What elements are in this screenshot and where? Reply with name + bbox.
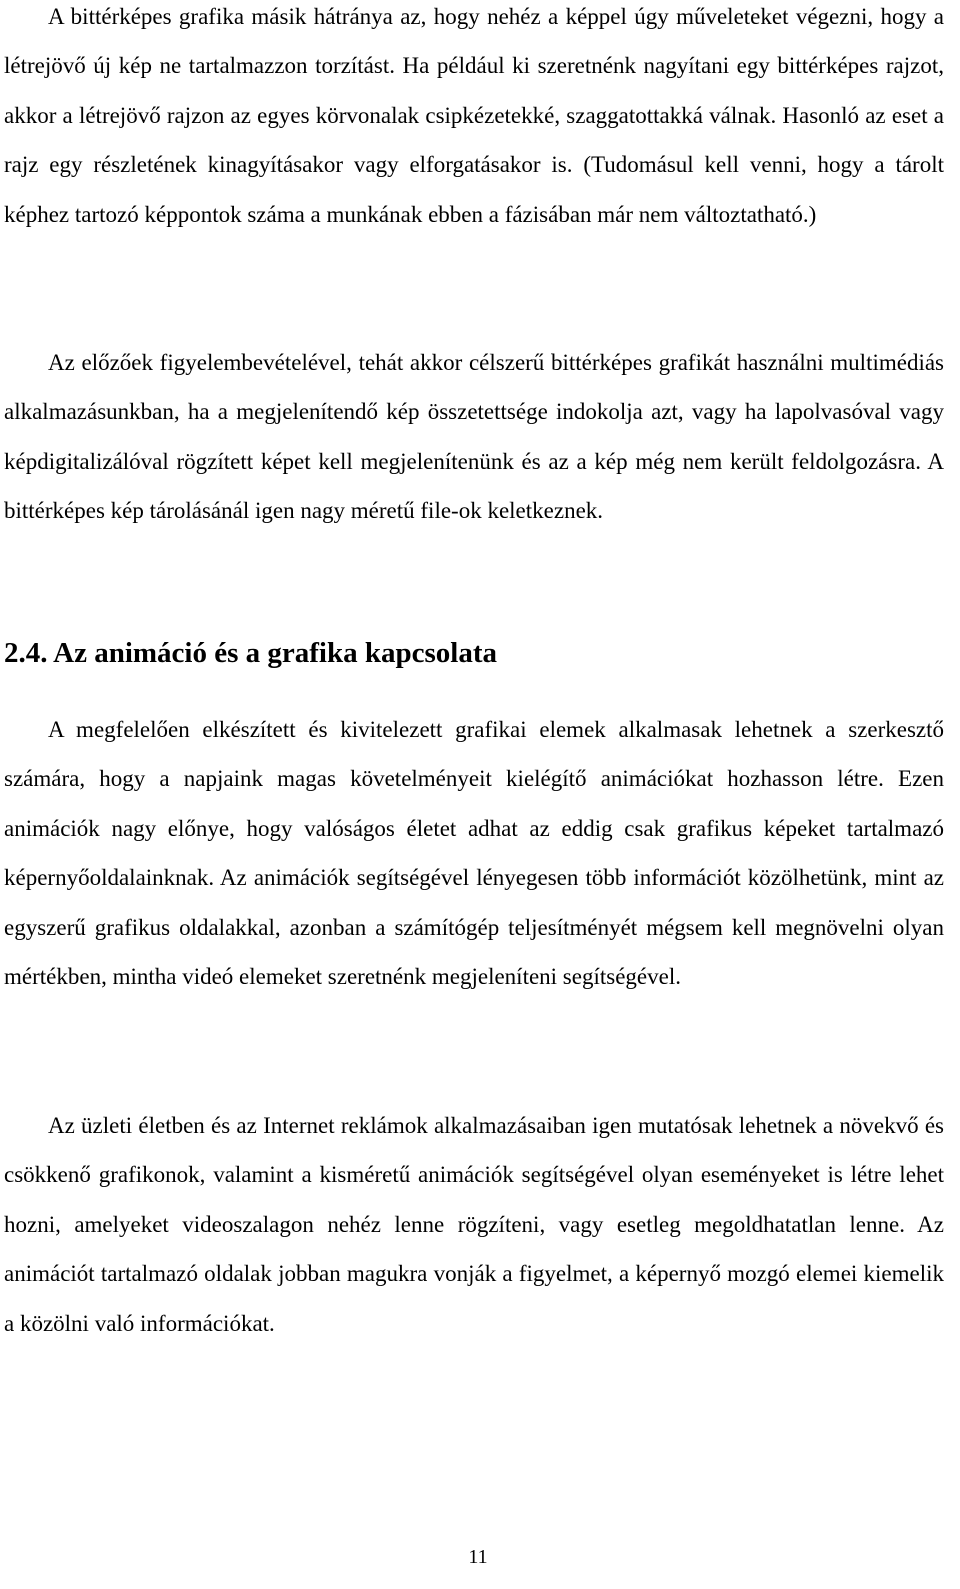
page-number: 11 (468, 1546, 488, 1568)
body-paragraph: A megfelelően elkészített és kivitelezett grafikai elemek alkalmasak lehetnek a szerkesztő számára, hogy a napjaink magas követelményeit kielégítő animációkat hozhasson létre. Ezen animációk nagy előnye, hogy valóságos életet adhat az eddig csak grafikus képeket tartalmazó képernyőoldalainknak. Az animációk segítségével lényegesen több információt közölhetünk, mint az egyszerű grafikus oldalakkal, azonban a számítógép teljesítményét mégsem kell megnövelni olyan mértékben, mintha videó elemeket szeretnénk megjeleníteni segítségével. (4, 717, 944, 990)
body-paragraph: Az előzőek figyelembevételével, tehát akkor célszerű bittérképes grafikát használni multimédiás alkalmazásunkban, ha a megjelenítendő kép összetettsége indokolja azt, vagy ha lapolvasóval vagy képdigitalizálóval rögzített képet kell megjelenítenünk és az a kép még nem került feldolgozásra. A bittérképes kép tárolásánál igen nagy méretű file-ok keletkeznek. (4, 350, 944, 524)
body-paragraph: A bittérképes grafika másik hátránya az, hogy nehéz a képpel úgy műveleteket végezni, hogy a létrejövő új kép ne tartalmazzon torzítást. Ha például ki szeretnénk nagyítani egy bittérképes rajzot, akkor a létrejövő rajzon az egyes körvonalak csipkézetekké, szaggatottakká válnak. Hasonló az eset a rajz egy részletének kinagyításakor vagy elforgatásakor is. (Tudomásul kell venni, hogy a tárolt képhez tartozó képpontok száma a munkának ebben a fázisában már nem változtatható.) (4, 4, 944, 227)
section-heading: 2.4. Az animáció és a grafika kapcsolata (4, 637, 497, 669)
body-paragraph: Az üzleti életben és az Internet reklámok alkalmazásaiban igen mutatósak lehetnek a növekvő és csökkenő grafikonok, valamint a kisméretű animációk segítségével olyan eseményeket is létre lehet hozni, amelyeket videoszalagon nehéz lenne rögzíteni, vagy esetleg megoldhatatlan lenne. Az animációt tartalmazó oldalak jobban magukra vonják a figyelmet, a képernyő mozgó elemei kiemelik a közölni való információkat. (4, 1113, 944, 1336)
